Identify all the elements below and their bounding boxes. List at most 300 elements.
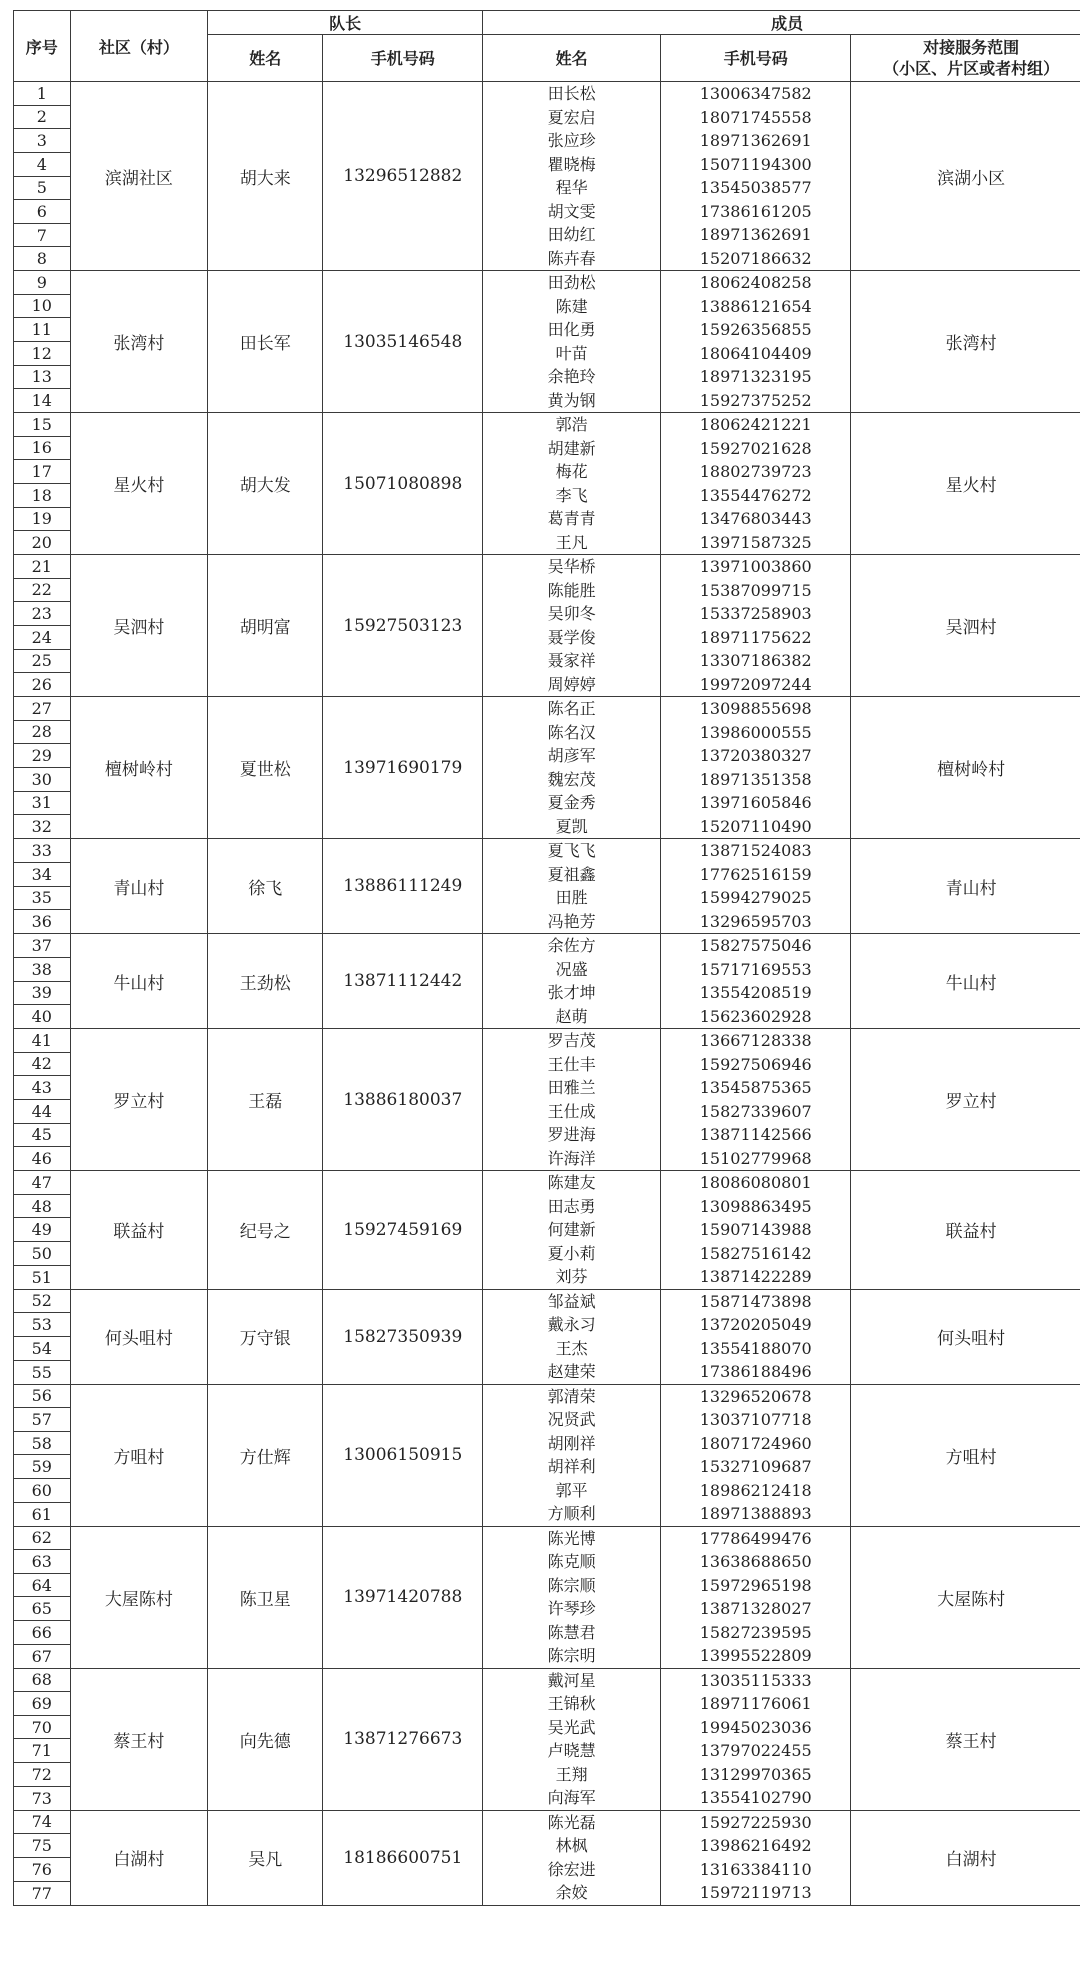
captain-phone-cell: 13971690179 <box>323 697 483 839</box>
member-phone: 17762516159 <box>699 864 812 884</box>
member-name: 戴永习 <box>547 1315 596 1334</box>
roster-body <box>14 82 1080 1906</box>
member-name: 周婷婷 <box>547 674 596 694</box>
table-row <box>14 934 1080 958</box>
captain-phone-cell: 13886111249 <box>323 839 483 934</box>
member-name: 田志勇 <box>547 1196 596 1216</box>
header-captain-phone: 手机号码 <box>323 35 483 82</box>
row-seq: 53 <box>14 1313 71 1337</box>
row-seq: 64 <box>14 1573 71 1597</box>
member-name: 胡刚祥 <box>547 1433 596 1453</box>
scope-cell: 罗立村 <box>851 1029 1080 1171</box>
captain-name-cell: 王磊 <box>208 1029 323 1171</box>
member-name: 王锦秋 <box>547 1694 596 1713</box>
member-phone: 13871524083 <box>699 841 812 860</box>
member-phone: 13476803443 <box>699 509 812 528</box>
member-phone: 15071194300 <box>699 154 812 174</box>
row-seq: 73 <box>14 1786 71 1810</box>
member-phones-cell <box>661 1384 851 1526</box>
row-seq: 41 <box>14 1029 71 1053</box>
member-phone: 13006347582 <box>699 84 812 103</box>
member-phone: 13307186382 <box>699 651 812 670</box>
row-seq: 29 <box>14 744 71 768</box>
member-names-cell <box>483 271 661 413</box>
member-name: 郭平 <box>555 1480 588 1500</box>
member-name: 夏小莉 <box>547 1243 596 1263</box>
table-row <box>14 1526 1080 1550</box>
member-names-cell <box>483 555 661 697</box>
captain-phone-cell: 13971420788 <box>323 1526 483 1668</box>
member-name: 陈光磊 <box>547 1812 596 1832</box>
member-name: 葛青青 <box>547 509 596 528</box>
table-row <box>14 271 1080 295</box>
scope-cell: 大屋陈村 <box>851 1526 1080 1668</box>
row-seq: 15 <box>14 413 71 437</box>
member-phone: 18971362691 <box>699 225 812 244</box>
row-seq: 7 <box>14 223 71 247</box>
member-phone: 18971176061 <box>699 1694 812 1713</box>
member-phones-cell <box>661 271 851 413</box>
row-seq: 8 <box>14 247 71 271</box>
member-phone: 15927506946 <box>699 1054 812 1074</box>
member-phone: 15387099715 <box>699 580 812 600</box>
member-phone: 13129970365 <box>699 1764 812 1784</box>
member-name: 陈能胜 <box>547 580 596 600</box>
member-phone: 13720205049 <box>699 1315 812 1334</box>
row-seq: 76 <box>14 1858 71 1882</box>
member-name: 许琴珍 <box>547 1599 596 1618</box>
captain-name-cell: 胡大来 <box>208 82 323 271</box>
captain-phone-cell: 15071080898 <box>323 413 483 555</box>
row-seq: 67 <box>14 1644 71 1668</box>
captain-phone-cell: 13886180037 <box>323 1029 483 1171</box>
member-phone: 19945023036 <box>699 1717 812 1737</box>
row-seq: 33 <box>14 839 71 863</box>
member-phone: 15207110490 <box>699 816 812 836</box>
member-name: 冯艳芳 <box>547 911 596 931</box>
member-name: 聂家祥 <box>547 651 596 670</box>
row-seq: 59 <box>14 1455 71 1479</box>
community-cell: 联益村 <box>70 1171 208 1290</box>
row-seq: 55 <box>14 1360 71 1384</box>
scope-cell: 星火村 <box>851 413 1080 555</box>
member-phone: 18971323195 <box>699 367 812 386</box>
row-seq: 17 <box>14 460 71 484</box>
table-row <box>14 413 1080 437</box>
member-phone: 15827239595 <box>699 1622 812 1642</box>
member-phone: 13554208519 <box>699 983 812 1002</box>
row-seq: 18 <box>14 483 71 507</box>
row-seq: 75 <box>14 1834 71 1858</box>
row-seq: 5 <box>14 176 71 200</box>
member-phone: 13720380327 <box>699 746 812 765</box>
table-row <box>14 1810 1080 1834</box>
member-name: 陈克顺 <box>547 1552 596 1571</box>
member-phone: 18071745558 <box>699 107 812 127</box>
row-seq: 39 <box>14 981 71 1005</box>
member-phone: 18062408258 <box>699 273 812 292</box>
member-phone: 15871473898 <box>699 1291 812 1311</box>
community-cell: 白湖村 <box>70 1810 208 1905</box>
member-names-cell <box>483 1384 661 1526</box>
member-name: 胡彦军 <box>547 746 596 765</box>
row-seq: 19 <box>14 507 71 531</box>
member-phones-cell <box>661 1171 851 1290</box>
member-phones-cell <box>661 413 851 555</box>
row-seq: 48 <box>14 1194 71 1218</box>
header-member-group: 成员 <box>483 11 1080 35</box>
member-name: 叶苗 <box>555 343 588 363</box>
scope-cell: 白湖村 <box>851 1810 1080 1905</box>
community-cell: 吴泗村 <box>70 555 208 697</box>
member-name: 况盛 <box>555 959 588 979</box>
member-phone: 15994279025 <box>699 888 812 907</box>
member-phone: 15102779968 <box>699 1148 812 1168</box>
row-seq: 63 <box>14 1550 71 1574</box>
member-phone: 13986000555 <box>699 722 812 742</box>
member-name: 赵萌 <box>555 1006 588 1026</box>
row-seq: 2 <box>14 105 71 129</box>
row-seq: 47 <box>14 1171 71 1195</box>
header-scope <box>851 35 1080 82</box>
row-seq: 37 <box>14 934 71 958</box>
table-row <box>14 1668 1080 1692</box>
member-name: 余佐方 <box>547 936 596 955</box>
member-phone: 15827339607 <box>699 1101 812 1121</box>
captain-name-cell: 向先德 <box>208 1668 323 1810</box>
member-phone: 13296520678 <box>699 1386 812 1406</box>
row-seq: 70 <box>14 1715 71 1739</box>
row-seq: 43 <box>14 1076 71 1100</box>
row-seq: 52 <box>14 1289 71 1313</box>
captain-phone-cell: 13006150915 <box>323 1384 483 1526</box>
member-phone: 13971003860 <box>699 557 812 576</box>
member-name: 陈名正 <box>547 699 596 718</box>
member-names-cell <box>483 1171 661 1290</box>
member-phones-cell <box>661 839 851 934</box>
row-seq: 72 <box>14 1763 71 1787</box>
member-phones-cell <box>661 1668 851 1810</box>
member-name: 李飞 <box>555 485 588 505</box>
row-seq: 12 <box>14 341 71 365</box>
row-seq: 62 <box>14 1526 71 1550</box>
row-seq: 60 <box>14 1479 71 1503</box>
member-phones-cell <box>661 1526 851 1668</box>
member-name: 王翔 <box>555 1764 588 1784</box>
scope-cell: 滨湖小区 <box>851 82 1080 271</box>
member-name: 余姣 <box>555 1883 588 1902</box>
member-name: 聂学俊 <box>547 627 596 647</box>
captain-name-cell: 胡大发 <box>208 413 323 555</box>
row-seq: 57 <box>14 1408 71 1432</box>
scope-cell: 方咀村 <box>851 1384 1080 1526</box>
member-phones-cell <box>661 555 851 697</box>
captain-name-cell: 万守银 <box>208 1289 323 1384</box>
captain-name-cell: 陈卫星 <box>208 1526 323 1668</box>
member-names-cell <box>483 82 661 271</box>
member-phone: 15207186632 <box>699 248 812 268</box>
member-name: 郭清荣 <box>547 1386 596 1406</box>
community-cell: 星火村 <box>70 413 208 555</box>
row-seq: 21 <box>14 555 71 579</box>
member-phone: 18986212418 <box>699 1480 812 1500</box>
member-name: 陈慧君 <box>547 1622 596 1642</box>
community-cell: 檀树岭村 <box>70 697 208 839</box>
member-name: 胡文雯 <box>547 201 596 221</box>
row-seq: 10 <box>14 294 71 318</box>
member-name: 吴光武 <box>547 1717 596 1737</box>
row-seq: 50 <box>14 1242 71 1266</box>
member-name: 邹益斌 <box>547 1291 596 1311</box>
member-name: 张应珍 <box>547 131 596 150</box>
member-phone: 13296595703 <box>699 911 812 931</box>
header-member-phone: 手机号码 <box>661 35 851 82</box>
community-cell: 罗立村 <box>70 1029 208 1171</box>
row-seq: 74 <box>14 1810 71 1834</box>
row-seq: 14 <box>14 389 71 413</box>
member-phone: 13886121654 <box>699 296 812 316</box>
row-seq: 27 <box>14 697 71 721</box>
row-seq: 26 <box>14 673 71 697</box>
row-seq: 4 <box>14 152 71 176</box>
member-phone: 15927375252 <box>699 390 812 410</box>
row-seq: 58 <box>14 1431 71 1455</box>
member-name: 王仕丰 <box>547 1054 596 1074</box>
captain-phone-cell: 13871112442 <box>323 934 483 1029</box>
member-name: 何建新 <box>547 1220 596 1239</box>
member-phones-cell <box>661 934 851 1029</box>
table-row <box>14 697 1080 721</box>
community-cell: 张湾村 <box>70 271 208 413</box>
member-phone: 18062421221 <box>699 415 812 434</box>
member-phone: 13098863495 <box>699 1196 812 1216</box>
member-phones-cell <box>661 82 851 271</box>
member-phone: 15972965198 <box>699 1575 812 1595</box>
captain-name-cell: 王劲松 <box>208 934 323 1029</box>
row-seq: 38 <box>14 957 71 981</box>
row-seq: 11 <box>14 318 71 342</box>
table-row <box>14 82 1080 106</box>
member-phone: 15623602928 <box>699 1006 812 1026</box>
member-phone: 13554102790 <box>699 1788 812 1807</box>
member-phone: 18086080801 <box>699 1173 812 1192</box>
member-name: 夏祖鑫 <box>547 864 596 884</box>
member-names-cell <box>483 697 661 839</box>
row-seq: 51 <box>14 1265 71 1289</box>
member-name: 程华 <box>555 178 588 197</box>
member-phone: 13667128338 <box>699 1031 812 1050</box>
member-name: 罗吉茂 <box>547 1031 596 1050</box>
member-name: 方顺利 <box>547 1504 596 1523</box>
member-phone: 13797022455 <box>699 1741 812 1760</box>
row-seq: 34 <box>14 862 71 886</box>
row-seq: 54 <box>14 1337 71 1361</box>
row-seq: 56 <box>14 1384 71 1408</box>
row-seq: 68 <box>14 1668 71 1692</box>
row-seq: 46 <box>14 1147 71 1171</box>
scope-cell: 青山村 <box>851 839 1080 934</box>
header-row-group <box>14 11 1080 35</box>
member-phone: 18971362691 <box>699 131 812 150</box>
captain-phone-cell: 15927503123 <box>323 555 483 697</box>
member-name: 王杰 <box>555 1338 588 1358</box>
member-phone: 13871328027 <box>699 1599 812 1618</box>
header-captain-name: 姓名 <box>208 35 323 82</box>
member-name: 向海军 <box>547 1788 596 1807</box>
row-seq: 23 <box>14 602 71 626</box>
member-name: 陈宗明 <box>547 1646 596 1665</box>
member-name: 田劲松 <box>547 273 596 292</box>
member-name: 夏凯 <box>555 816 588 836</box>
member-name: 瞿晓梅 <box>547 154 596 174</box>
member-name: 戴河星 <box>547 1670 596 1690</box>
row-seq: 13 <box>14 365 71 389</box>
member-phone: 13554476272 <box>699 485 812 505</box>
member-name: 王仕成 <box>547 1101 596 1121</box>
header-scope-line2: （小区、片区或者村组） <box>883 59 1060 78</box>
member-phone: 13871142566 <box>699 1125 812 1144</box>
roster-table <box>13 10 1080 1906</box>
member-name: 徐宏进 <box>547 1859 596 1879</box>
community-cell: 青山村 <box>70 839 208 934</box>
row-seq: 36 <box>14 910 71 934</box>
member-name: 陈名汉 <box>547 722 596 742</box>
member-phone: 13037107718 <box>699 1410 812 1429</box>
captain-phone-cell: 15827350939 <box>323 1289 483 1384</box>
row-seq: 77 <box>14 1881 71 1905</box>
row-seq: 28 <box>14 720 71 744</box>
member-phone: 13971587325 <box>699 532 812 552</box>
member-phone: 13163384110 <box>699 1859 812 1879</box>
scope-cell: 牛山村 <box>851 934 1080 1029</box>
row-seq: 35 <box>14 886 71 910</box>
community-cell: 大屋陈村 <box>70 1526 208 1668</box>
scope-cell: 檀树岭村 <box>851 697 1080 839</box>
row-seq: 3 <box>14 129 71 153</box>
member-phone: 15926356855 <box>699 320 812 339</box>
table-row <box>14 1029 1080 1053</box>
scope-cell: 吴泗村 <box>851 555 1080 697</box>
member-names-cell <box>483 1668 661 1810</box>
captain-phone-cell: 18186600751 <box>323 1810 483 1905</box>
member-phones-cell <box>661 1810 851 1905</box>
row-seq: 61 <box>14 1502 71 1526</box>
member-name: 吴卯冬 <box>547 604 596 623</box>
row-seq: 20 <box>14 531 71 555</box>
row-seq: 49 <box>14 1218 71 1242</box>
member-phone: 13871422289 <box>699 1267 812 1286</box>
member-phone: 13035115333 <box>699 1670 812 1690</box>
captain-name-cell: 方仕辉 <box>208 1384 323 1526</box>
community-cell: 何头咀村 <box>70 1289 208 1384</box>
member-name: 梅花 <box>555 462 588 481</box>
table-row <box>14 839 1080 863</box>
community-cell: 牛山村 <box>70 934 208 1029</box>
member-phone: 15327109687 <box>699 1457 812 1476</box>
member-name: 刘芬 <box>555 1267 588 1286</box>
member-names-cell <box>483 413 661 555</box>
member-name: 张才坤 <box>547 983 596 1002</box>
member-phone: 15717169553 <box>699 959 812 979</box>
row-seq: 71 <box>14 1739 71 1763</box>
member-name: 陈光博 <box>547 1528 596 1548</box>
row-seq: 40 <box>14 1005 71 1029</box>
community-cell: 蔡王村 <box>70 1668 208 1810</box>
member-phone: 15337258903 <box>699 604 812 623</box>
member-name: 况贤武 <box>547 1410 596 1429</box>
member-name: 王凡 <box>555 532 588 552</box>
member-names-cell <box>483 839 661 934</box>
captain-name-cell: 夏世松 <box>208 697 323 839</box>
member-phone: 13554188070 <box>699 1338 812 1358</box>
member-phone: 13545875365 <box>699 1078 812 1097</box>
member-phone: 15972119713 <box>699 1883 812 1902</box>
member-name: 陈建 <box>555 296 588 316</box>
captain-name-cell: 胡明富 <box>208 555 323 697</box>
header-seq: 序号 <box>14 11 71 82</box>
member-phone: 17386188496 <box>699 1362 812 1381</box>
member-phone: 19972097244 <box>699 674 812 694</box>
table-row <box>14 1384 1080 1408</box>
member-name: 罗进海 <box>547 1125 596 1144</box>
member-name: 黄为钢 <box>547 390 596 410</box>
member-phone: 15927021628 <box>699 438 812 458</box>
member-names-cell <box>483 1526 661 1668</box>
member-phone: 15927225930 <box>699 1812 812 1832</box>
member-name: 陈建友 <box>547 1173 596 1192</box>
scope-cell: 何头咀村 <box>851 1289 1080 1384</box>
member-name: 田雅兰 <box>547 1078 596 1097</box>
row-seq: 42 <box>14 1052 71 1076</box>
header-scope-line1: 对接服务范围 <box>923 38 1020 57</box>
member-phone: 13995522809 <box>699 1646 812 1665</box>
member-phone: 15907143988 <box>699 1220 812 1239</box>
scope-cell: 张湾村 <box>851 271 1080 413</box>
row-seq: 69 <box>14 1692 71 1716</box>
row-seq: 45 <box>14 1123 71 1147</box>
member-phone: 13986216492 <box>699 1836 812 1855</box>
member-phone: 18802739723 <box>699 462 812 481</box>
member-name: 田幼红 <box>547 225 596 244</box>
member-name: 卢晓慧 <box>547 1741 596 1760</box>
member-name: 夏飞飞 <box>547 841 596 860</box>
member-phone: 13971605846 <box>699 793 812 812</box>
row-seq: 1 <box>14 82 71 106</box>
member-phone: 17786499476 <box>699 1528 812 1548</box>
member-phone: 13545038577 <box>699 178 812 197</box>
captain-name-cell: 吴凡 <box>208 1810 323 1905</box>
row-seq: 44 <box>14 1099 71 1123</box>
captain-phone-cell: 13871276673 <box>323 1668 483 1810</box>
row-seq: 25 <box>14 649 71 673</box>
captain-phone-cell: 13035146548 <box>323 271 483 413</box>
member-name: 郭浩 <box>555 415 588 434</box>
member-phones-cell <box>661 1289 851 1384</box>
header-community: 社区（村） <box>70 11 208 82</box>
member-name: 田胜 <box>555 888 588 907</box>
member-phone: 13638688650 <box>699 1552 812 1571</box>
member-name: 林枫 <box>555 1836 588 1855</box>
member-names-cell <box>483 1810 661 1905</box>
member-name: 夏金秀 <box>547 793 596 812</box>
community-cell: 方咀村 <box>70 1384 208 1526</box>
row-seq: 22 <box>14 578 71 602</box>
member-name: 余艳玲 <box>547 367 596 386</box>
row-seq: 66 <box>14 1621 71 1645</box>
member-phones-cell <box>661 1029 851 1171</box>
captain-phone-cell: 13296512882 <box>323 82 483 271</box>
member-phone: 18971388893 <box>699 1504 812 1523</box>
